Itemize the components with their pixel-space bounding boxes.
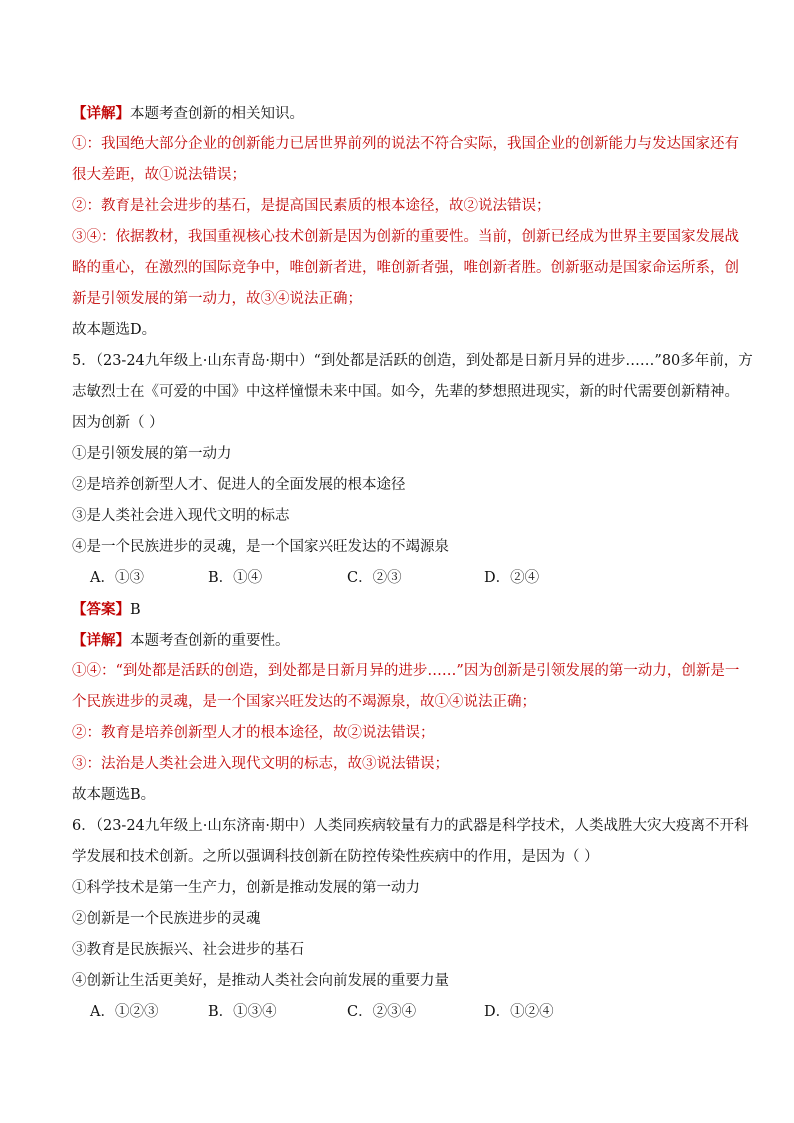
q6-options bbox=[72, 997, 722, 1028]
q4-explain-p3-line3: 新是引领发展的第一动力，故③④说法正确； bbox=[72, 291, 362, 307]
explain-label: 【详解】 bbox=[72, 105, 130, 122]
q5-option-a: A．①③ bbox=[90, 570, 144, 586]
q6-option-a: A．①②③ bbox=[90, 1004, 159, 1020]
q5-stem-line1: 5．（23-24九年级上·山东青岛·期中）“到处都是活跃的创造，到处都是日新月异的进步……”80多年前，方 bbox=[72, 353, 753, 369]
q5-option-b: B．①④ bbox=[208, 570, 263, 586]
explain-heading-text: 本题考查创新的相关知识。 bbox=[130, 106, 304, 122]
q4-conclusion: 故本题选D。 bbox=[72, 322, 157, 338]
q6-item-3: ③教育是民族振兴、社会进步的基石 bbox=[72, 942, 304, 958]
q6-item-2: ②创新是一个民族进步的灵魂 bbox=[72, 911, 261, 927]
q5-answer bbox=[72, 594, 722, 625]
answer-label: 【答案】 bbox=[72, 601, 130, 618]
q6-option-b: B．①③④ bbox=[208, 1004, 277, 1020]
explain-label: 【详解】 bbox=[72, 632, 130, 649]
q6-option-d: D．①②④ bbox=[484, 1004, 554, 1020]
q6-stem-line1: 6．（23-24九年级上·山东济南·期中）人类同疾病较量有力的武器是科学技术，人类战胜大灾大疫离不开科 bbox=[72, 818, 749, 834]
q5-item-4: ④是一个民族进步的灵魂，是一个国家兴旺发达的不竭源泉 bbox=[72, 539, 449, 555]
q4-explain-heading bbox=[72, 98, 722, 129]
document-page bbox=[72, 98, 753, 1028]
q4-explain-p1-line2: 很大差距，故①说法错误； bbox=[72, 167, 246, 183]
q5-item-3: ③是人类社会进入现代文明的标志 bbox=[72, 508, 290, 524]
q6-item-1: ①科学技术是第一生产力，创新是推动发展的第一动力 bbox=[72, 880, 420, 896]
q4-explain-p1-line1: ①：我国绝大部分企业的创新能力已居世界前列的说法不符合实际，我国企业的创新能力与发达国家还有 bbox=[72, 136, 739, 152]
q5-explain-p1-line1: ①④：“到处都是活跃的创造，到处都是日新月异的进步……”因为创新是引领发展的第一动力，创新是一 bbox=[72, 663, 740, 679]
q5-item-1: ①是引领发展的第一动力 bbox=[72, 446, 232, 462]
q5-option-d: D．②④ bbox=[484, 570, 540, 586]
q6-option-c: C．②③④ bbox=[347, 1004, 417, 1020]
q4-explain-p3-line2: 略的重心，在激烈的国际竞争中，唯创新者进，唯创新者强，唯创新者胜。创新驱动是国家命运所系，创 bbox=[72, 260, 739, 276]
q5-explain-p2-line1: ②：教育是培养创新型人才的根本途径，故②说法错误； bbox=[72, 725, 435, 741]
q5-explain-heading bbox=[72, 625, 722, 656]
q5-explain-p1-line2: 个民族进步的灵魂，是一个国家兴旺发达的不竭源泉，故①④说法正确； bbox=[72, 694, 536, 710]
q6-item-4: ④创新让生活更美好，是推动人类社会向前发展的重要力量 bbox=[72, 973, 449, 989]
q5-options bbox=[72, 563, 722, 594]
q5-stem-line3: 因为创新（ ） bbox=[72, 415, 164, 431]
q4-explain-p3-line1: ③④：依据教材，我国重视核心技术创新是因为创新的重要性。当前，创新已经成为世界主要国家发展战 bbox=[72, 229, 739, 245]
q4-explain-p2-line1: ②：教育是社会进步的基石，是提高国民素质的根本途径，故②说法错误； bbox=[72, 198, 551, 214]
explain-heading-text: 本题考查创新的重要性。 bbox=[130, 633, 290, 649]
q5-explain-p3-line1: ③：法治是人类社会进入现代文明的标志，故③说法错误； bbox=[72, 756, 449, 772]
q5-conclusion: 故本题选B。 bbox=[72, 787, 156, 803]
q5-item-2: ②是培养创新型人才、促进人的全面发展的根本途径 bbox=[72, 477, 406, 493]
answer-value: B bbox=[130, 602, 141, 618]
q6-stem-line2: 学发展和技术创新。之所以强调科技创新在防控传染性疾病中的作用，是因为（ ） bbox=[72, 849, 599, 865]
q5-stem-line2: 志敏烈士在《可爱的中国》中这样憧憬未来中国。如今，先辈的梦想照进现实，新的时代需要创新精神。 bbox=[72, 384, 739, 400]
q5-option-c: C．②③ bbox=[347, 570, 402, 586]
